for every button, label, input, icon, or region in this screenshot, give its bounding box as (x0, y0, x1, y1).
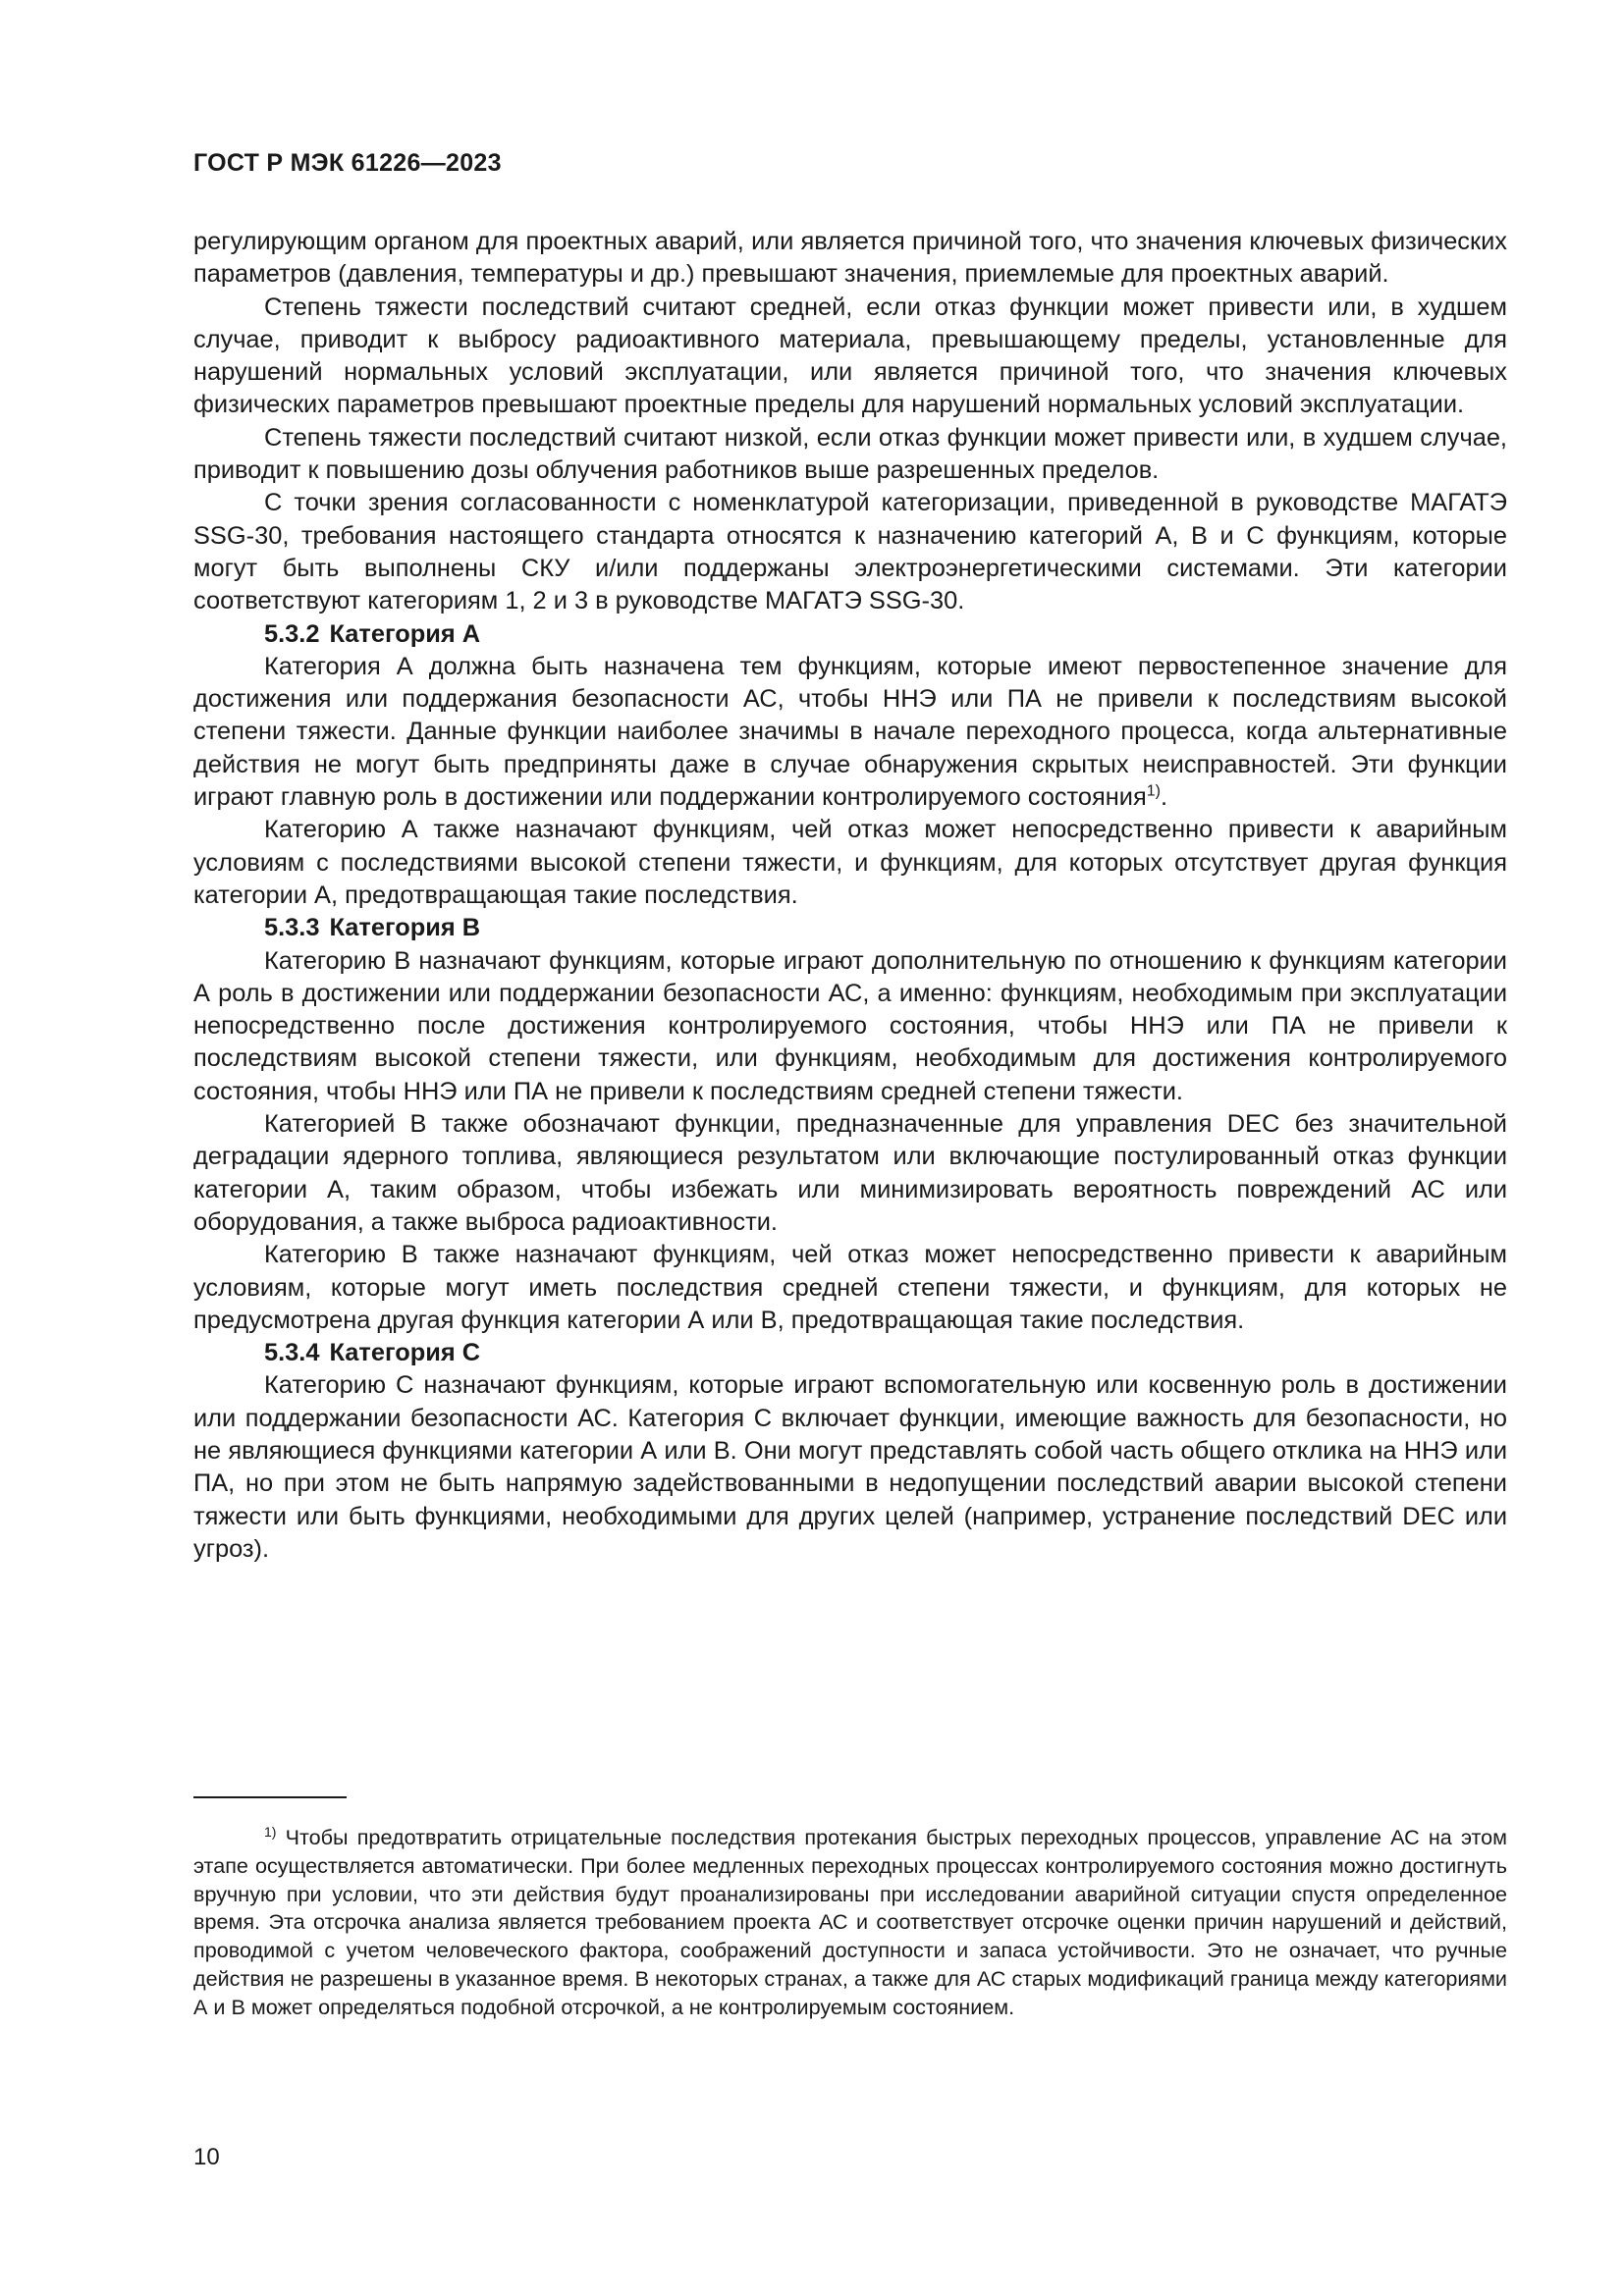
section-number: 5.3.2 (264, 619, 320, 648)
footnote-text: Чтобы предотвратить отрицательные последствия протекания быстрых переходных процессов, управление АС на этом этапе осуществляется автоматически. При более медленных переходных процессах контролируемого состояния можно достигнуть вручную при условии, что эти действия будут проанализированы при исследовании аварийной ситуации спустя определенное время. Эта отсрочка анализа является требованием проекта АС и соответствует отсрочке оценки причин нарушений и действий, проводимой с учетом человеческого фактора, соображений доступности и запаса устойчивости. Это не означает, что ручные действия не разрешены в указанное время. В некоторых странах, а также для АС старых модификаций граница между категориями А и В может определяться подобной отсрочкой, а не контролируемым состоянием. (193, 1825, 1507, 2019)
paragraph-category-a-definition (193, 651, 1507, 814)
paragraph-category-b-dec: Категорией В также обозначают функции, предназначенные для управления DEC без значительной деградации ядерного топлива, являющиеся результатом или включающие постулированный отказ функции категории А, таким образом, чтобы избежать или минимизировать вероятность повреждений АС или оборудования, а также выброса радиоактивности. (193, 1110, 1507, 1236)
footnote (193, 1824, 1507, 2022)
section-title: Категория С (329, 1339, 481, 1367)
page-number: 10 (193, 2144, 220, 2170)
main-text (193, 226, 1507, 1566)
standard-designation-header: ГОСТ Р МЭК 61226—2023 (193, 149, 502, 177)
section-number: 5.3.4 (264, 1339, 320, 1367)
paragraph-low-severity: Степень тяжести последствий считают низкой, если отказ функции может привести или, в худшем случае, приводит к повышению дозы облучения работников выше разрешенных пределов. (193, 423, 1507, 485)
paragraph-text: Категория А должна быть назначена тем функциям, которые имеют первостепенное значение для достижения или поддержания безопасности АС, чтобы ННЭ или ПА не привели к последствиям высокой степени тяжести. Данные функции наиболее значимы в начале переходного процесса, когда альтернативные действия не могут быть предприняты даже в случае обнаружения скрытых неисправностей. Эти функции играют главную роль в достижении или поддержании контролируемого состояния (193, 652, 1507, 812)
section-heading-5-3-2 (193, 618, 1507, 651)
paragraph-category-c-definition: Категорию С назначают функциям, которые играют вспомогательную или косвенную роль в достижении или поддержании безопасности АС. Категория С включает функции, имеющие важность для безопасности, но не являющиеся функциями категории А или В. Они могут представлять собой часть общего отклика на ННЭ или ПА, но при этом не быть напрямую задействованными в недопущении последствий аварии высокой степени тяжести или быть функциями, необходимыми для других целей (например, устранение последствий DEC или угроз). (193, 1371, 1507, 1563)
footnote-reference: 1) (1146, 782, 1161, 800)
section-heading-5-3-4 (193, 1337, 1507, 1369)
footnote-separator (193, 1796, 347, 1798)
section-number: 5.3.3 (264, 914, 320, 942)
footnote-marker: 1) (264, 1823, 277, 1840)
paragraph-iaea-nomenclature: С точки зрения согласованности с номенклатурой категоризации, приведенной в руководстве МАГАТЭ SSG-30, требования настоящего стандарта относятся к назначению категорий A, B и C функциям, которые могут быть выполнены СКУ и/или поддержаны электроэнергетическими системами. Эти категории соответствуют категориям 1, 2 и 3 в руководстве МАГАТЭ SSG-30. (193, 489, 1507, 615)
section-title: Категория А (329, 619, 481, 648)
paragraph-end: . (1160, 783, 1168, 812)
paragraph-category-b-failure: Категорию В также назначают функциям, чей отказ может непосредственно привести к аварийным условиям, которые могут иметь последствия средней степени тяжести, и функциям, для которых не предусмотрена другая функция категории А или В, предотвращающая такие последствия. (193, 1241, 1507, 1334)
paragraph-medium-severity: Степень тяжести последствий считают средней, если отказ функции может привести или, в худшем случае, приводит к выбросу радиоактивного материала, превышающему пределы, установленные для нарушений нормальных условий эксплуатации, или является причиной того, что значения ключевых физических параметров превышают проектные пределы для нарушений нормальных условий эксплуатации. (193, 293, 1507, 419)
paragraph-continuation: регулирующим органом для проектных аварий, или является причиной того, что значения ключевых физических параметров (давления, температуры и др.) превышают значения, приемлемые для проектных аварий. (193, 228, 1507, 289)
paragraph-category-a-failure: Категорию А также назначают функциям, чей отказ может непосредственно привести к аварийным условиям с последствиями высокой степени тяжести, и функциям, для которых отсутствует другая функция категории А, предотвращающая такие последствия. (193, 816, 1507, 909)
section-title: Категория В (329, 914, 481, 942)
paragraph-category-b-definition: Категорию В назначают функциям, которые играют дополнительную по отношению к функциям категории А роль в достижении или поддержании безопасности АС, а именно: функциям, необходимым при эксплуатации непосредственно после достижения контролируемого состояния, чтобы ННЭ или ПА не привели к последствиям высокой степени тяжести, или функциям, необходимым для достижения контролируемого состояния, чтобы ННЭ или ПА не привели к последствиям средней степени тяжести. (193, 946, 1507, 1105)
section-heading-5-3-3 (193, 912, 1507, 944)
